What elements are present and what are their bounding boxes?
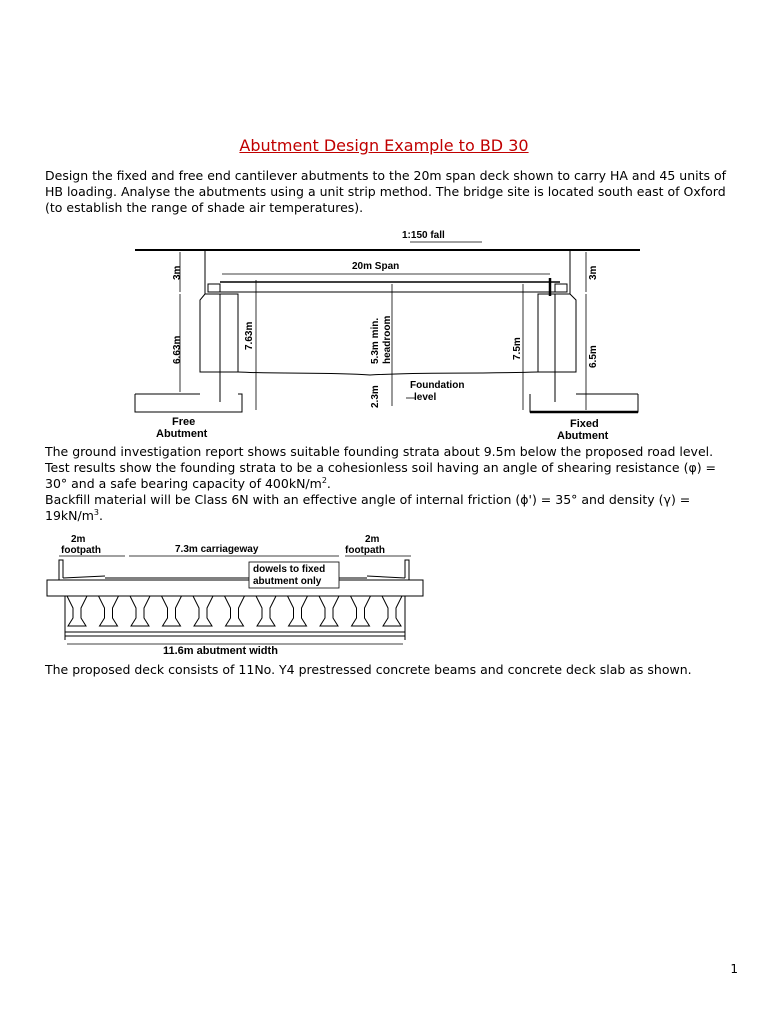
dowels-label-2: abutment only [253,576,322,587]
free-label-1: Free [172,416,196,428]
backfill-paragraph [45,492,730,524]
intro-paragraph: Design the fixed and free end cantilever abutments to the 20m span deck shown to carry HA and 45 units of HB loading. Analyse the abutments using a unit strip method. The bridge site is located south east of Oxford (to establish the range of shade air temperatures). [45,168,727,215]
ground-text: The ground investigation report shows suitable founding strata about 9.5m below the proposed road level. Test results show the founding strata to be a cohesionless soil having an angle of shearing resistance (φ) = 30° and a safe bearing capacity of 400kN/m [45,444,717,491]
backfill-end: . [98,508,103,523]
ground-paragraph [45,444,730,492]
ground-end: . [326,476,331,491]
fall-label: 1:150 fall [402,230,445,241]
right-footpath-1: 2m [365,534,380,545]
deck-section-figure [45,532,427,658]
free-label-2: Abutment [156,428,208,440]
deck-beam [288,596,308,626]
page-title: Abutment Design Example to BD 30 [239,136,529,155]
fixed-label-2: Abutment [557,430,609,442]
dim-3m-right: 3m [588,265,599,280]
span-label: 20m Span [352,261,400,272]
left-footpath-1: 2m [71,534,86,545]
deck-beam [382,596,402,626]
dim-headroom-1: 5.3m min. [370,317,381,364]
dowels-label-1: dowels to fixed [253,564,326,575]
deck-beam [225,596,245,626]
deck-beam [351,596,371,626]
backfill-superscript: 3 [93,507,99,517]
ground-superscript: 2 [321,475,327,485]
backfill-text: Backfill material will be Class 6N with an effective angle of internal friction (ϕ') = 35° and density (γ) = 19kN/m [45,492,691,523]
deck-beam [130,596,150,626]
width-label: 11.6m abutment width [163,645,278,657]
right-footpath-2: footpath [345,545,385,556]
dim-3m-left: 3m [172,265,183,280]
dim-663: 6.63m [172,335,183,364]
deck-beam [319,596,339,626]
dim-75: 7.5m [512,337,523,360]
dim-headroom-2: headroom [382,315,393,364]
carriageway-label: 7.3m carriageway [175,544,259,555]
dim-23: 2.3m [370,385,381,408]
dim-763: 7.63m [244,321,255,350]
left-footpath-2: footpath [61,545,101,556]
dim-65: 6.5m [588,345,599,368]
deck-beam [67,596,87,626]
abutment-elevation-figure [130,222,642,444]
deck-beam [193,596,213,626]
page-number: 1 [730,962,738,976]
deck-paragraph: The proposed deck consists of 11No. Y4 prestressed concrete beams and concrete deck slab as shown. [45,662,692,677]
foundation-label-1: Foundation [410,380,465,391]
foundation-label-2: level [414,392,437,403]
deck-beam [256,596,276,626]
deck-beam [99,596,119,626]
fixed-label-1: Fixed [570,418,599,430]
deck-beam [162,596,182,626]
